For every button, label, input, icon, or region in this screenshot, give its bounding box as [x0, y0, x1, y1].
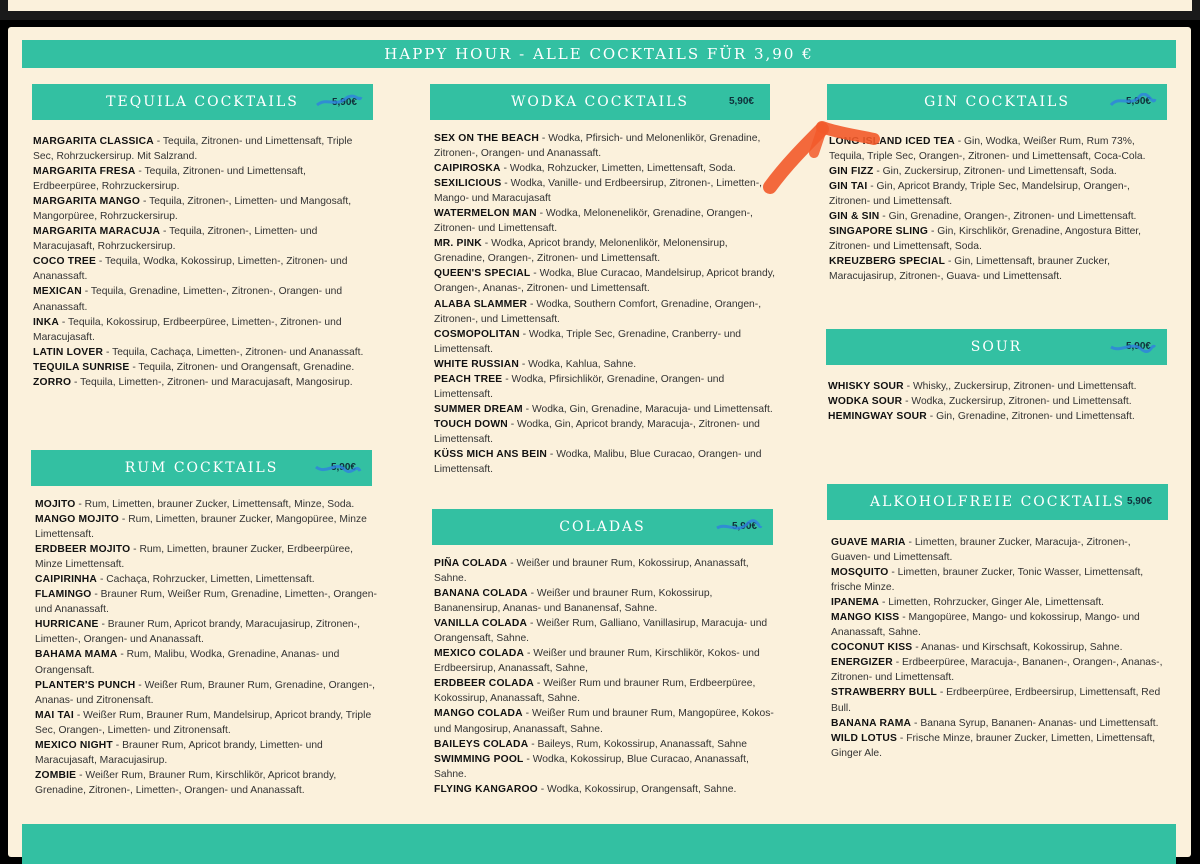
drink-description: Whisky,, Zuckersirup, Zitronen- und Limettensaft. — [912, 381, 1137, 392]
drink-name: KREUZBERG SPECIAL — [829, 256, 946, 268]
drink-name: MOJITO — [35, 499, 76, 510]
drink-name: MOSQUITO — [831, 567, 889, 579]
drink-description: Tequila, Zitronen- und Orangensaft, Grenadine. — [138, 361, 355, 373]
separator: - — [507, 418, 518, 430]
separator: - — [140, 196, 150, 208]
separator: - — [892, 657, 903, 669]
drink-name: GIN TAI — [829, 181, 868, 193]
separator: - — [160, 226, 170, 238]
wodka-list — [434, 131, 779, 477]
drink-description: Tequila, Grenadine, Limetten-, Zitronen-, Orangen- und Ananassaft. — [33, 286, 343, 313]
separator: - — [153, 136, 163, 147]
separator: - — [899, 612, 909, 624]
drink-description: Rum, Limetten, brauner Zucker, Erdbeerpüree, Minze Limettensaft. — [35, 544, 353, 571]
drink-name: LONG ISLAND ICED TEA — [829, 136, 955, 147]
menu-item — [434, 327, 779, 357]
menu-item — [434, 176, 779, 206]
drink-name: SWIMMING POOL — [434, 753, 524, 765]
drink-description: Limetten, Rohrzucker, Ginger Ale, Limettensaft. — [888, 597, 1105, 609]
separator: - — [76, 769, 86, 781]
menu-item — [35, 647, 380, 677]
price-scribble-icon — [315, 93, 363, 111]
menu-item — [33, 375, 368, 390]
separator: - — [119, 514, 129, 526]
separator: - — [954, 136, 965, 147]
separator: - — [926, 411, 937, 423]
drink-name: GIN & SIN — [829, 211, 880, 223]
drink-description: Wodka, Kahlua, Sahne. — [528, 358, 637, 370]
menu-item — [434, 357, 779, 372]
drink-name: WATERMELON MAN — [434, 208, 537, 220]
happy-hour-title: HAPPY HOUR - ALLE COCKTAILS FÜR 3,90 € — [384, 45, 814, 63]
drink-name: LATIN LOVER — [33, 346, 104, 358]
drink-name: MAI TAI — [35, 709, 74, 721]
menu-item — [33, 164, 368, 194]
drink-description: Wodka, Triple Sec, Grenadine, Cranberry- und Limettensaft. — [434, 328, 742, 355]
menu-item — [434, 236, 779, 266]
drink-description: Tequila, Wodka, Kokossirup, Limetten-, Zitronen- und Ananassaft. — [33, 256, 348, 283]
menu-item — [434, 782, 779, 797]
drink-description: Erdbeerpüree, Maracuja-, Bananen-, Orangen-, Ananas-, Zitronen- und Limettensaft. — [831, 657, 1163, 684]
separator: - — [75, 499, 85, 510]
menu-item — [35, 512, 380, 542]
menu-item — [434, 206, 779, 236]
drink-description: Wodka, Rohzucker, Limetten, Limettensaft, Soda. — [509, 163, 736, 175]
drink-description: Wodka, Vanille- und Erdbeersirup, Zitronen-, Limetten-, Mango- und Maracujasaft — [434, 178, 763, 205]
drink-description: Weißer Rum und brauner Rum, Erdbeerpüree, Kokossirup, Ananassaft, Sahne. — [434, 678, 756, 705]
drink-description: Weißer Rum, Galliano, Vanillasirup, Maracuja- und Orangensaft, Sahne. — [434, 618, 768, 645]
drink-description: Weißer und brauner Rum, Kirschlikör, Kokos- und Erdbeersirup, Ananassaft, Sahne, — [434, 648, 760, 675]
drink-name: PLANTER'S PUNCH — [35, 679, 136, 691]
drink-name: GIN FIZZ — [829, 166, 874, 178]
drink-name: MR. PINK — [434, 238, 482, 250]
menu-item — [831, 565, 1171, 595]
menu-item — [33, 254, 368, 284]
drink-description: Brauner Rum, Apricot brandy, Limetten- und Maracujasaft, Maracujasirup. — [35, 739, 323, 766]
drink-description: Rum, Limetten, brauner Zucker, Mangopüree, Minze Limettensaft. — [35, 514, 367, 541]
separator: - — [903, 381, 913, 392]
menu-item — [35, 542, 380, 572]
separator: - — [129, 361, 139, 373]
drink-description: Wodka, Gin, Grenadine, Maracuja- und Limettensaft. — [531, 403, 773, 415]
drink-description: Limetten, brauner Zucker, Tonic Wasser, Limettensaft, frische Minze. — [831, 567, 1144, 594]
drink-name: WHITE RUSSIAN — [434, 358, 519, 370]
drink-description: Gin, Grenadine, Orangen-, Zitronen- und Limettensaft. — [888, 211, 1137, 223]
menu-item — [828, 394, 1168, 409]
drink-name: WODKA SOUR — [828, 396, 903, 408]
drink-name: MARGARITA FRESA — [33, 166, 136, 178]
drink-description: Weißer und brauner Rum, Kokossirup, Bananensirup, Ananas- und Bananensaf, Sahne. — [434, 588, 713, 615]
drink-name: TEQUILA SUNRISE — [33, 361, 130, 373]
menu-item — [33, 134, 368, 164]
drink-name: QUEEN'S SPECIAL — [434, 268, 531, 280]
drink-description: Tequila, Kokossirup, Erdbeerpüree, Limetten-, Zitronen- und Maracujasaft. — [33, 316, 342, 343]
drink-name: KÜSS MICH ANS BEIN — [434, 448, 548, 460]
gin-section-header — [827, 84, 1167, 120]
separator: - — [528, 738, 538, 750]
separator: - — [888, 567, 898, 579]
menu-item — [829, 209, 1169, 224]
drink-description: Wodka, Malibu, Blue Curacao, Orangen- und Limettensaft. — [434, 448, 762, 476]
drink-description: Gin, Limettensaft, brauner Zucker, Maracujasirup, Zitronen-, Guava- und Limettensaft. — [829, 256, 1110, 283]
drink-description: Tequila, Zitronen- und Limettensaft, Triple Sec, Rohrzuckersirup. Mit Salzrand. — [33, 136, 353, 163]
menu-item — [829, 224, 1169, 254]
menu-item — [33, 315, 368, 345]
separator: - — [117, 649, 127, 661]
menu-item — [831, 655, 1171, 685]
menu-page — [8, 27, 1191, 857]
separator: - — [936, 687, 947, 699]
sour-title: SOUR — [970, 339, 1023, 355]
menu-item — [434, 161, 779, 176]
drink-name: ALABA SLAMMER — [434, 298, 528, 310]
separator: - — [135, 166, 145, 178]
menu-item — [35, 768, 380, 798]
separator: - — [534, 678, 544, 690]
menu-item — [434, 706, 779, 736]
separator: - — [547, 448, 557, 460]
coladas-section-header — [432, 509, 773, 545]
drink-description: Wodka, Kokossirup, Blue Curacao, Ananassaft, Sahne. — [434, 753, 749, 780]
drink-name: MEXICO NIGHT — [35, 739, 113, 751]
drink-description: Mangopüree, Mango- und kokossirup, Mango- und Ananassaft, Sahne. — [831, 612, 1140, 639]
separator: - — [519, 328, 529, 340]
menu-item — [35, 678, 380, 708]
drink-name: STRAWBERRY BULL — [831, 687, 937, 699]
menu-item — [434, 737, 779, 752]
top-edge — [0, 0, 1200, 20]
menu-item — [434, 616, 779, 646]
drink-description: Brauner Rum, Apricot brandy, Maracujasirup, Zitronen-, Limetten-, Orangen- und Ananassaft. — [35, 619, 360, 646]
drink-description: Gin, Kirschlikör, Grenadine, Angostura Bitter, Zitronen- und Limettensaft, Soda. — [829, 226, 1142, 253]
separator: - — [91, 589, 101, 601]
menu-item — [434, 556, 779, 586]
menu-item — [831, 640, 1171, 655]
drink-name: MARGARITA MARACUJA — [33, 226, 161, 238]
separator: - — [879, 211, 889, 223]
arrow-up-icon — [756, 117, 886, 207]
drink-name: FLYING KANGAROO — [434, 783, 538, 795]
drink-name: GUAVE MARIA — [831, 537, 906, 548]
price-scribble-icon — [314, 459, 362, 477]
separator: - — [527, 618, 537, 630]
drink-description: Limetten, brauner Zucker, Maracuja-, Zitronen-, Guaven- und Limettensaft. — [831, 537, 1131, 564]
separator: - — [928, 226, 938, 238]
separator: - — [537, 783, 548, 795]
sour-list — [828, 379, 1168, 424]
menu-item — [35, 738, 380, 768]
drink-description: Gin, Grenadine, Zitronen- und Limettensaft. — [936, 411, 1135, 423]
drink-description: Gin, Apricot Brandy, Triple Sec, Mandelsirup, Orangen-, Zitronen- und Limettensaft. — [829, 181, 1130, 208]
drink-name: SINGAPORE SLING — [829, 226, 929, 238]
separator: - — [96, 256, 105, 268]
drink-name: MANGO COLADA — [434, 708, 523, 720]
drink-name: SEXILICIOUS — [434, 178, 502, 190]
separator: - — [945, 256, 955, 268]
happy-hour-banner — [22, 40, 1176, 68]
drink-description: Wodka, Blue Curacao, Mandelsirup, Apricot brandy, Orangen-, Ananas-, Zitronen- und Limettensaft. — [434, 268, 776, 295]
menu-item — [434, 297, 779, 327]
separator: - — [97, 574, 107, 586]
separator: - — [500, 163, 510, 175]
coladas-list — [434, 556, 779, 797]
drink-description: Tequila, Cachaça, Limetten-, Zitronen- und Ananassaft. — [112, 346, 364, 358]
drink-name: WILD LOTUS — [831, 732, 898, 744]
drink-name: WHISKY SOUR — [828, 381, 904, 392]
rum-price: 5,90€ — [330, 462, 356, 473]
drink-name: IPANEMA — [831, 597, 880, 609]
drink-description: Tequila, Zitronen-, Limetten- und Mangosaft, Mangorpüree, Rohrzuckersirup. — [33, 196, 352, 223]
separator: - — [912, 642, 921, 654]
rum-list — [35, 497, 380, 798]
menu-item — [35, 587, 380, 617]
price-scribble-icon — [715, 518, 763, 536]
menu-item — [35, 708, 380, 738]
drink-name: MARGARITA CLASSICA — [33, 136, 154, 147]
menu-item — [434, 402, 779, 417]
drink-name: BANANA COLADA — [434, 588, 528, 600]
menu-item — [33, 345, 368, 360]
drink-name: TOUCH DOWN — [434, 418, 508, 430]
drink-description: Weißer und brauner Rum, Kokossirup, Ananassaft, Sahne. — [434, 558, 749, 585]
drink-name: ENERGIZER — [831, 657, 893, 669]
drink-description: Tequila, Zitronen- und Limettensaft, Erdbeerpüree, Rohrzuckersirup. — [33, 166, 306, 193]
separator: - — [130, 544, 140, 556]
menu-item — [434, 447, 779, 477]
drink-name: PEACH TREE — [434, 373, 503, 385]
menu-item — [434, 646, 779, 676]
separator: - — [523, 753, 533, 765]
drink-name: HEMINGWAY SOUR — [828, 411, 927, 423]
menu-item — [828, 409, 1168, 424]
menu-item — [35, 572, 380, 587]
tequila-list — [33, 134, 368, 390]
sour-section-header — [826, 329, 1167, 365]
alkoholfrei-title: ALKOHOLFREIE COCKTAILS — [869, 494, 1126, 510]
separator: - — [527, 298, 537, 310]
separator: - — [536, 208, 546, 220]
separator: - — [73, 709, 84, 721]
drink-description: Erdbeerpüree, Erdbeersirup, Limettensaft, Red Bull. — [831, 687, 1161, 714]
drink-name: MANGO MOJITO — [35, 514, 120, 526]
alkoholfrei-list — [831, 535, 1171, 761]
rum-title: RUM COCKTAILS — [124, 460, 279, 476]
wodka-price: 5,90€ — [728, 96, 754, 107]
drink-name: BANANA RAMA — [831, 717, 912, 729]
bottom-banner — [22, 824, 1176, 864]
drink-name: CAIPIROSKA — [434, 163, 501, 175]
separator: - — [879, 597, 889, 609]
drink-description: Wodka, Apricot brandy, Melonenlikör, Melonensirup, Grenadine, Orangen-, Zitronen- und Limettensaft. — [434, 238, 728, 265]
drink-name: INKA — [33, 316, 59, 328]
tequila-price: 5,90€ — [331, 97, 357, 108]
drink-description: Frische Minze, brauner Zucker, Limetten, Limettensaft, Ginger Ale. — [831, 732, 1156, 759]
separator: - — [98, 619, 108, 631]
drink-description: Wodka, Pfirsich- und Melonenlikör, Grenadine, Zitronen-, Orangen- und Ananassaft. — [434, 133, 761, 160]
menu-item — [33, 360, 368, 375]
menu-item — [831, 610, 1171, 640]
drink-description: Rum, Malibu, Wodka, Grenadine, Ananas- und Orangensaft. — [35, 649, 340, 676]
drink-name: ERDBEER MOJITO — [35, 544, 131, 556]
drink-name: BAHAMA MAMA — [35, 649, 118, 661]
separator: - — [58, 316, 68, 328]
separator: - — [135, 679, 145, 691]
separator: - — [522, 403, 532, 415]
drink-description: Wodka, Southern Comfort, Grenadine, Orangen-, Zitronen-, und Limettensaft. — [434, 298, 762, 325]
separator: - — [71, 376, 81, 388]
menu-item — [35, 497, 380, 512]
alkoholfrei-price: 5,90€ — [1126, 496, 1152, 507]
wodka-title: WODKA COCKTAILS — [510, 94, 689, 110]
separator: - — [502, 373, 512, 385]
drink-description: Tequila, Limetten-, Zitronen- und Maracujasaft, Mangosirup. — [80, 376, 353, 388]
drink-name: BAILEYS COLADA — [434, 738, 529, 750]
separator: - — [103, 346, 113, 358]
sour-price: 5,90€ — [1125, 341, 1151, 352]
separator: - — [112, 739, 123, 751]
drink-description: Wodka, Melonenelikör, Grenadine, Orangen-, Zitronen- und Limettensaft. — [434, 208, 753, 235]
alkoholfrei-section-header — [827, 484, 1168, 520]
drink-name: MANGO KISS — [831, 612, 900, 624]
drink-name: HURRICANE — [35, 619, 99, 631]
menu-item — [831, 731, 1171, 761]
menu-item — [434, 266, 779, 296]
separator: - — [911, 717, 921, 729]
separator: - — [524, 648, 534, 660]
separator: - — [522, 708, 532, 720]
drink-name: ZORRO — [33, 376, 72, 388]
separator: - — [902, 396, 912, 408]
menu-item — [831, 535, 1171, 565]
menu-item — [434, 752, 779, 782]
menu-item — [434, 676, 779, 706]
separator: - — [481, 238, 492, 250]
menu-item — [831, 595, 1171, 610]
separator: - — [518, 358, 529, 370]
price-scribble-icon — [1109, 338, 1157, 356]
menu-item — [35, 617, 380, 647]
menu-item — [33, 194, 368, 224]
menu-item — [434, 417, 779, 447]
drink-description: Ananas- und Kirschsaft, Kokossirup, Sahne. — [920, 642, 1123, 654]
drink-description: Weißer Rum, Brauner Rum, Kirschlikör, Apricot brandy, Grenadine, Zitronen-, Limetten-, Orangen- und Ananassaft. — [35, 769, 337, 796]
separator: - — [867, 181, 877, 193]
drink-name: COCONUT KISS — [831, 642, 913, 654]
drink-description: Weißer Rum, Brauner Rum, Mandelsirup, Apricot brandy, Triple Sec, Orangen-, Limetten- und Zitronensaft. — [35, 709, 372, 736]
menu-item — [831, 716, 1171, 731]
coladas-price: 5,90€ — [731, 521, 757, 532]
drink-name: PIÑA COLADA — [434, 558, 508, 569]
menu-item — [33, 224, 368, 254]
separator: - — [905, 537, 915, 548]
tequila-title: TEQUILA COCKTAILS — [106, 94, 299, 110]
coladas-title: COLADAS — [559, 519, 646, 535]
menu-item — [434, 586, 779, 616]
separator: - — [507, 558, 517, 569]
menu-item — [434, 372, 779, 402]
tequila-section-header — [32, 84, 373, 120]
drink-name: FLAMINGO — [35, 589, 92, 601]
drink-description: Rum, Limetten, brauner Zucker, Limettensaft, Minze, Soda. — [84, 499, 355, 510]
price-scribble-icon — [1109, 93, 1157, 111]
drink-name: COCO TREE — [33, 256, 97, 268]
menu-item — [828, 379, 1168, 394]
menu-item — [831, 685, 1171, 715]
drink-description: Gin, Zuckersirup, Zitronen- und Limettensaft, Soda. — [882, 166, 1117, 178]
drink-name: CAIPIRINHA — [35, 574, 98, 586]
drink-name: MEXICAN — [33, 286, 82, 298]
drink-description: Tequila, Zitronen-, Limetten- und Maracujasaft, Rohrzuckersirup. — [33, 226, 318, 253]
drink-name: COSMOPOLITAN — [434, 328, 520, 340]
drink-name: ERDBEER COLADA — [434, 678, 535, 690]
separator: - — [873, 166, 883, 178]
drink-description: Gin, Wodka, Weißer Rum, Rum 73%, Tequila, Triple Sec, Orangen-, Zitronen- und Limettensaft, Coca-Cola. — [829, 136, 1146, 163]
gin-price: 5,90€ — [1125, 96, 1151, 107]
menu-item — [829, 254, 1169, 284]
drink-description: Wodka, Zuckersirup, Zitronen- und Limettensaft. — [911, 396, 1132, 408]
drink-name: ZOMBIE — [35, 769, 77, 781]
drink-name: MEXICO COLADA — [434, 648, 525, 660]
drink-description: Weißer Rum, Brauner Rum, Grenadine, Orangen-, Ananas- und Zitronensaft. — [35, 679, 376, 706]
wodka-section-header — [430, 84, 770, 120]
menu-item — [33, 284, 368, 314]
drink-name: MARGARITA MANGO — [33, 196, 141, 208]
separator: - — [501, 178, 511, 190]
drink-description: Wodka, Gin, Apricot brandy, Maracuja-, Zitronen- und Limettensaft. — [434, 418, 760, 445]
separator: - — [539, 133, 549, 144]
drink-name: VANILLA COLADA — [434, 618, 528, 630]
drink-description: Wodka, Pfirsichlikör, Grenadine, Orangen- und Limettensaft. — [434, 373, 725, 400]
drink-description: Brauner Rum, Weißer Rum, Grenadine, Limetten-, Orangen- und Ananassaft. — [35, 589, 377, 616]
separator: - — [530, 268, 540, 280]
drink-description: Cachaça, Rohrzucker, Limetten, Limettensaft. — [106, 574, 315, 586]
drink-name: SEX ON THE BEACH — [434, 133, 540, 144]
gin-title: GIN COCKTAILS — [924, 94, 1070, 110]
drink-description: Wodka, Kokossirup, Orangensaft, Sahne. — [547, 783, 737, 795]
separator: - — [527, 588, 537, 600]
drink-name: SUMMER DREAM — [434, 403, 523, 415]
separator: - — [81, 286, 91, 298]
drink-description: Banana Syrup, Bananen- Ananas- und Limettensaft. — [920, 717, 1159, 729]
drink-description: Baileys, Rum, Kokossirup, Ananassaft, Sahne — [537, 738, 747, 750]
rum-section-header — [31, 450, 372, 486]
drink-description: Weißer Rum und brauner Rum, Mangopüree, Kokos- und Mangosirup, Ananassaft, Sahne. — [434, 708, 774, 735]
menu-item — [434, 131, 779, 161]
separator: - — [897, 732, 907, 744]
